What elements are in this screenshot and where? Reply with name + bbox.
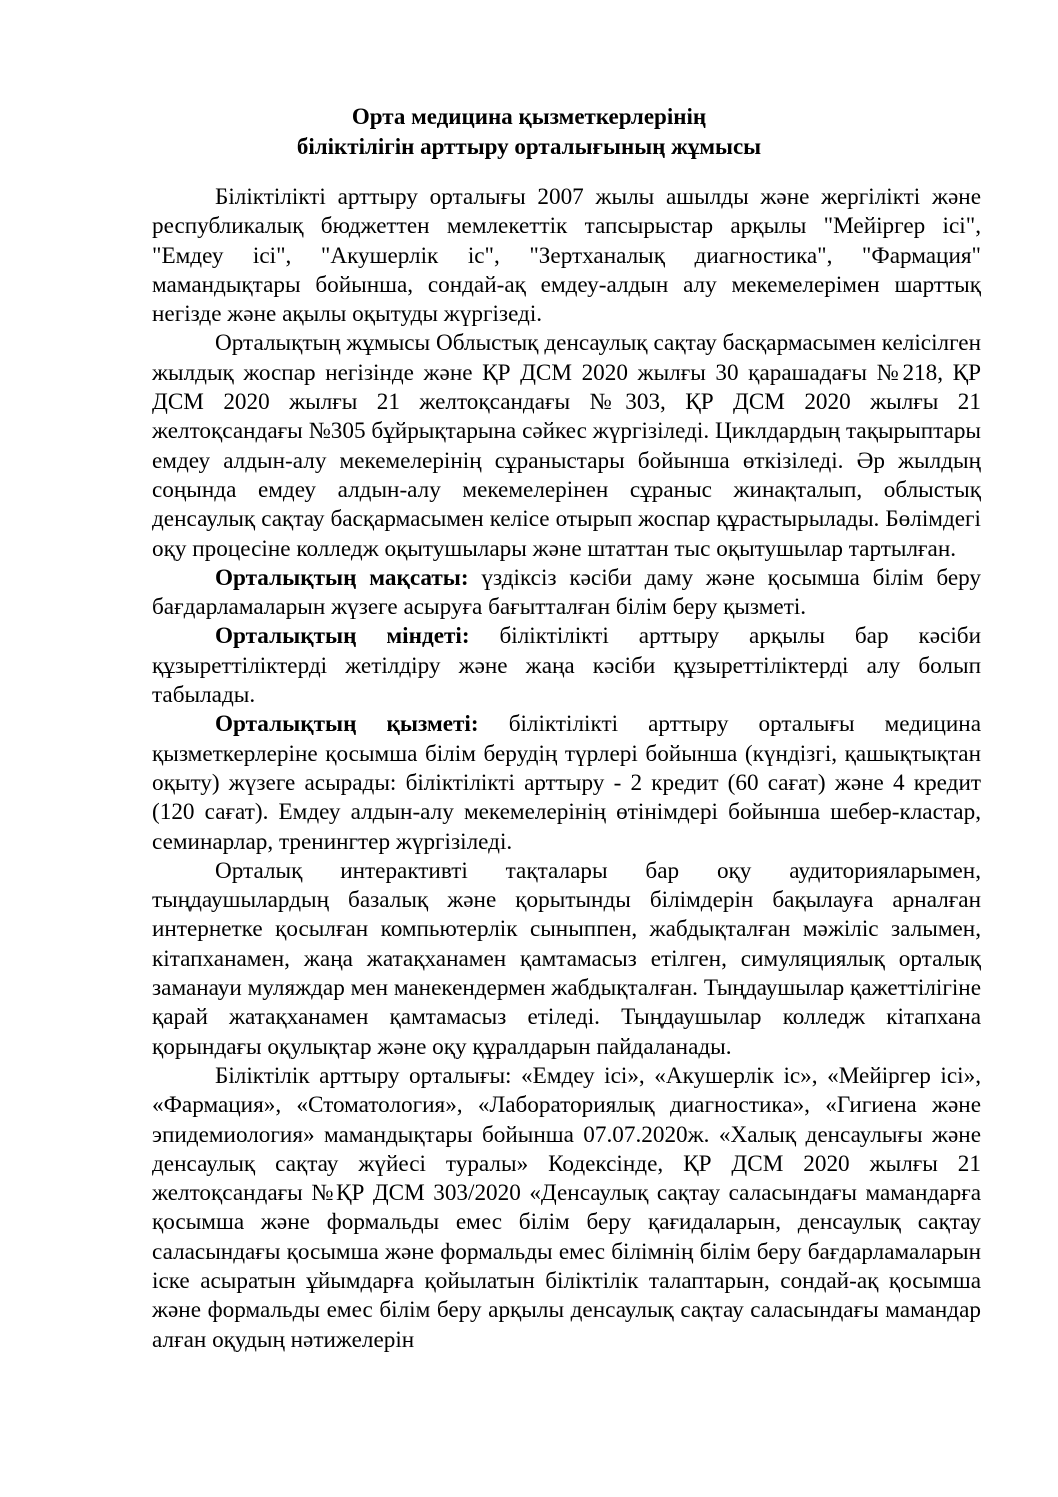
paragraph-text: Біліктілікті арттыру орталығы 2007 жылы ашылды және жергілікті және республикалық бюджеттен мемлекеттік тапсырыстар арқылы "Мейіргер ісі", "Емдеу ісі", "Акушерлік іс", "Зертханалық диагностика", "Фармация" мамандықтары бойынша, сондай-ақ емдеу-алдын алу мекемелерімен шарттық негізде және ақылы оқытуды жүргізеді. [152,184,981,328]
paragraph-text: Орталық интерактивті тақталары бар оқу аудиторияларымен, тыңдаушылардың базалық және қорытынды білімдерін бақылауға арналған интернетке қосылған компьютерлік сыныппен, жабдықталған мәжіліс залымен, кітапханамен, жаңа жатақханамен қамтамасыз етілген, симуляциялық орталық заманауи муляждар мен манекендермен жабдықталған. Тыңдаушылар қажеттілігіне қарай жатақханамен қамтамасыз етіледі. Тыңдаушылар колледж кітапхана қорындағы оқулықтар және оқу құралдарын пайдаланады. [152,857,981,1060]
paragraph-bold-lead: Орталықтың мақсаты: [215,564,469,591]
paragraph-work [152,329,981,563]
paragraph-intro [152,183,981,329]
paragraph-task [152,622,981,710]
paragraph-text: үздіксіз кәсіби даму және қосымша білім беру бағдарламаларын жүзеге асыруға бағытталған білім беру қызметі. [152,564,981,621]
paragraph-text: біліктілікті арттыру орталығы медицина қызметкерлеріне қосымша білім берудің түрлері бойынша (күндізгі, қашықтықтан оқыту) жүзеге асырады: біліктілікті арттыру - 2 кредит (60 сағат) және 4 кредит (120 сағат). Емдеу алдын-алу мекемелерінің өтінімдері бойынша шебер-кластар, семинарлар, тренингтер жүргізіледі. [152,711,981,855]
paragraph-activity [152,710,981,856]
document-body [152,183,981,1355]
paragraph-text: Орталықтың жұмысы Облыстық денсаулық сақтау басқармасымен келісілген жылдық жоспар негізінде және ҚР ДСМ 2020 жылғы 30 қарашадағы №218, ҚР ДСМ 2020 жылғы 21 желтоқсандағы №303, ҚР ДСМ 2020 жылғы 21 желтоқсандағы №305 бұйрықтарына сәйкес жүргізіледі. Циклдардың тақырыптары емдеу алдын-алу мекемелерінің сұраныстары бойынша өткізіледі. Әр жылдың соңында емдеу алдын-алу мекемелерінен сұраныс жинақталып, облыстық денсаулық сақтау басқармасымен келісе отырып жоспар құрастырылады. Бөлімдегі оқу процесіне колледж оқытушылары және штаттан тыс оқытушылар тартылған. [152,330,981,562]
document-title [152,102,906,162]
paragraph-bold-lead: Орталықтың қызметі: [215,711,479,738]
title-line-1: Орта медицина қызметкерлерінің [351,104,707,129]
paragraph-bold-lead: Орталықтың міндеті: [215,623,470,650]
paragraph-facilities [152,857,981,1062]
title-line-2: біліктілігін арттыру орталығының жұмысы [296,134,762,159]
paragraph-goal [152,564,981,623]
paragraph-specialties [152,1062,981,1355]
paragraph-text: Біліктілік арттыру орталығы: «Емдеу ісі», «Акушерлік іс», «Мейіргер ісі», «Фармация», «Стоматология», «Лабораториялық диагностика», «Гигиена және эпидемиология» мамандықтары бойынша 07.07.2020ж. «Халық денсаулығы және денсаулық сақтау жүйесі туралы» Кодексінде, ҚР ДСМ 2020 жылғы 21 желтоқсандағы №ҚР ДСМ 303/2020 «Денсаулық сақтау саласындағы мамандарға қосымша және формальды емес білім беру қағидаларын, денсаулық сақтау саласындағы қосымша және формальды емес білімнің білім беру бағдарламаларын іске асыратын ұйымдарға қойылатын біліктілік талаптарын, сондай-ақ қосымша және формальды емес білім беру арқылы денсаулық сақтау саласындағы мамандар алған оқудың нәтижелерін [152,1062,981,1353]
paragraph-text: біліктілікті арттыру арқылы бар кәсіби құзыреттіліктерді жетілдіру және жаңа кәсіби құзыреттіліктерді алу болып табылады. [152,623,981,709]
